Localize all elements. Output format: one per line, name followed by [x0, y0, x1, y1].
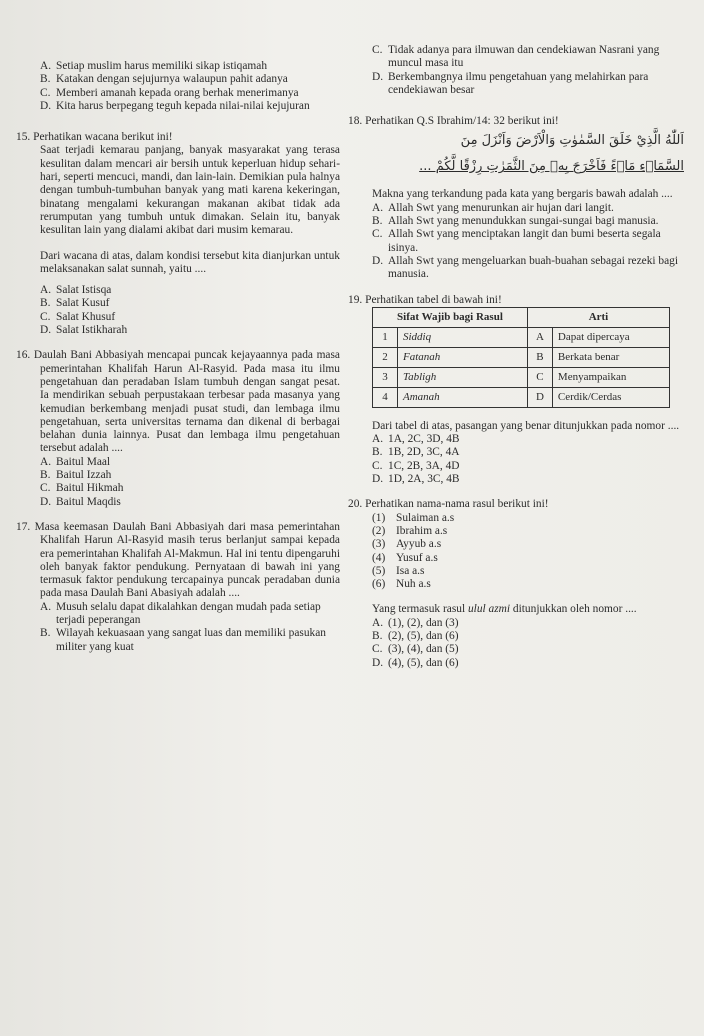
option-letter: A. — [40, 600, 52, 613]
option-text: Allah Swt yang mengeluarkan buah-buahan sebagai rezeki bagi manusia. — [388, 254, 679, 281]
table-cell: Cerdik/Cerdas — [552, 387, 669, 407]
question-text: Dari tabel di atas, pasangan yang benar ditunjukkan pada nomor .... — [372, 419, 680, 432]
question-number: 20. — [348, 498, 363, 511]
option — [40, 297, 340, 310]
option — [40, 311, 340, 324]
option-text: (2), (5), dan (6) — [388, 630, 459, 643]
option-letter: C. — [372, 44, 383, 56]
table-cell: Amanah — [398, 387, 528, 407]
q18-options — [372, 202, 690, 282]
item-text: Yusuf a.s — [396, 551, 438, 564]
question-text: Dari wacana di atas, dalam kondisi tersebut kita dianjurkan untuk melaksanakan salat sunnah, yaitu .... — [40, 249, 340, 275]
question-number: 15. — [16, 131, 31, 144]
table-cell: C — [527, 367, 552, 387]
table-cell: A — [527, 327, 552, 347]
option-text: Baitul Hikmah — [56, 482, 124, 495]
table-row — [373, 327, 670, 347]
option-letter: B. — [372, 630, 383, 643]
item-number: (4) — [372, 551, 386, 564]
option-letter: A. — [372, 433, 384, 446]
option-text: 1D, 2A, 3C, 4B — [388, 473, 460, 486]
question-intro: Perhatikan nama-nama rasul berikut ini! — [365, 498, 549, 511]
arabic-line-underlined: السَّمَاۤءِ مَاۤءً فَاَخْرَجَ بِهٖ مِنَ الثَّمَرٰتِ رِزْقًا لَّكُمْ ... — [419, 159, 684, 175]
sifat-table — [372, 307, 670, 408]
option-letter: C. — [372, 643, 383, 656]
q17-options — [16, 601, 340, 654]
question-text-post: ditunjukkan oleh nomor .... — [510, 603, 637, 616]
option-text: Salat Istisqa — [56, 284, 112, 297]
item-number: (5) — [372, 564, 386, 577]
option-text: Allah Swt yang menundukkan sungai-sungai bagi manusia. — [388, 215, 659, 228]
right-column — [348, 44, 690, 670]
option — [40, 284, 340, 297]
option-letter: A. — [40, 455, 52, 468]
item-text: Sulaiman a.s — [396, 511, 455, 524]
option — [372, 202, 690, 215]
table-cell: D — [527, 387, 552, 407]
arabic-line: اَللّٰهُ الَّذِيْ خَلَقَ السَّمٰوٰتِ وَالْاَرْضَ وَاَنْزَلَ مِنَ — [460, 133, 684, 149]
option — [40, 627, 340, 654]
option — [40, 324, 340, 337]
option — [372, 255, 690, 282]
question-number: 17. — [16, 520, 31, 533]
question-number: 19. — [348, 293, 363, 306]
option-text: Setiap muslim harus memiliki sikap istiqamah — [56, 60, 268, 72]
rasul-name-list — [372, 512, 690, 592]
question-text: Daulah Bani Abbasiyah mencapai puncak kejayaannya pada masa pemerintahan Khalifah Harun Al-Rasyid. Pada masa itu ilmu pengetahuan dan peradaban Islam tumbuh dengan sangat pesat. Ia mendirikan sebuah perpustakaan terbesar pada masanya yang kemudian berkembang menjadi pusat studi, dan lembaga ilmu pengetahuan, serta universitas ternama dan dikenal di berbagai belahan dunia lainnya. Pusat dan lembaga ilmu pengetahuan tersebut adalah .... — [33, 349, 340, 455]
item-text: Isa a.s — [396, 564, 425, 577]
question-number: 18. — [348, 115, 363, 128]
table-cell: Fatanah — [398, 347, 528, 367]
option-letter: D. — [40, 99, 52, 112]
left-column — [16, 60, 340, 654]
option-letter: D. — [372, 656, 384, 669]
option-letter: D. — [372, 254, 384, 267]
option — [372, 228, 690, 255]
option-text: Baitul Maal — [56, 455, 111, 468]
option-text: Salat Khusuf — [56, 310, 116, 323]
option-letter: C. — [372, 459, 383, 472]
item-number: (3) — [372, 538, 386, 551]
option-text: Allah Swt yang menciptakan langit dan bumi beserta segala isinya. — [388, 228, 661, 254]
option — [40, 60, 340, 73]
question-text: Masa keemasan Daulah Bani Abbasiyah dari masa pemerintahan Khalifah Harun Al-Rasyid masih terus berlanjut sampai kepada era pemerintahan Khalifah Al-Makmun. Hal ini tentu dipengaruhi oleh banyak faktor pendukung. Pernyataan di bawah ini yang termasuk faktor pendukung tercapainya puncak peradaban dunia pada masa Daulah Bani Abasiyah adalah .... — [34, 520, 340, 600]
option-text: Berkembangnya ilmu pengetahuan yang melahirkan para cendekiawan besar — [388, 70, 649, 96]
table-cell: Siddiq — [398, 327, 528, 347]
option-letter: A. — [372, 616, 384, 629]
q15-options — [16, 284, 340, 337]
question-intro: Perhatikan tabel di bawah ini! — [365, 293, 502, 306]
question-17 — [16, 521, 340, 654]
option — [372, 433, 690, 446]
option — [372, 617, 690, 630]
question-text: Makna yang terkandung pada kata yang bergaris bawah adalah .... — [372, 188, 673, 201]
option-letter: C. — [40, 482, 51, 495]
item-text: Nuh a.s — [396, 578, 431, 591]
table-cell: B — [527, 347, 552, 367]
option-letter: B. — [40, 297, 51, 310]
option-letter: D. — [40, 495, 52, 508]
q16-options — [16, 456, 340, 509]
question-text-italic: ulul azmi — [467, 603, 511, 616]
option-text: (4), (5), dan (6) — [388, 656, 459, 669]
option-letter: B. — [40, 627, 51, 640]
item-text: Ayyub a.s — [396, 538, 442, 551]
question-19 — [348, 294, 690, 487]
option — [372, 44, 690, 71]
question-passage: Saat terjadi kemarau panjang, banyak masyarakat yang terasa kesulitan dalam mencari air bersih untuk keperluan hidup sehari-hari, seperti mencuci, mandi, dan lain-lain. Demikian pula halnya dengan tumbuh-tumbuhan banyak yang mati karena kekeringan, binatang mengalami kekurangan makanan akibat tidak ada rerumputan yang tumbuh untuk dimakan. Selain itu, banyak kesulitan lain yang dialami akibat dari musim kemarau. — [40, 144, 340, 237]
option — [372, 460, 690, 473]
question-16 — [16, 349, 340, 509]
question-18 — [348, 115, 690, 281]
table-cell: 1 — [373, 327, 398, 347]
option-text: Baitul Maqdis — [56, 495, 121, 508]
list-item — [372, 565, 690, 578]
question-intro: Perhatikan wacana berikut ini! — [33, 131, 173, 144]
option-text: Baitul Izzah — [56, 469, 112, 482]
option — [40, 469, 340, 482]
table-row — [373, 347, 670, 367]
option — [372, 473, 690, 486]
item-number: (6) — [372, 578, 386, 591]
quran-verse — [372, 128, 690, 180]
option-text: (1), (2), dan (3) — [388, 616, 459, 629]
question-text-pre: Yang termasuk rasul — [372, 603, 468, 616]
option-text: Tidak adanya para ilmuwan dan cendekiawan Nasrani yang muncul masa itu — [388, 44, 660, 70]
option-letter: A. — [372, 201, 384, 214]
option-text: Memberi amanah kepada orang berhak menerimanya — [56, 86, 299, 99]
q19-options — [372, 433, 690, 486]
option — [40, 496, 340, 509]
table-cell: Dapat dipercaya — [552, 327, 669, 347]
option — [372, 446, 690, 459]
option-letter: D. — [40, 324, 52, 337]
list-item — [372, 512, 690, 525]
option — [40, 601, 340, 628]
option-letter: D. — [372, 70, 384, 83]
item-number: (2) — [372, 524, 386, 537]
option-text: 1A, 2C, 3D, 4B — [388, 433, 460, 446]
question-20 — [348, 498, 690, 670]
table-row — [373, 387, 670, 407]
option — [40, 87, 340, 100]
q14-options-right — [372, 44, 690, 97]
option — [40, 482, 340, 495]
table-cell: Tabligh — [398, 367, 528, 387]
option — [372, 657, 690, 670]
option-letter: B. — [40, 73, 51, 86]
option-letter: D. — [372, 473, 384, 486]
option-text: Musuh selalu dapat dikalahkan dengan mudah pada setiap terjadi peperangan — [56, 600, 321, 626]
option-letter: B. — [372, 215, 383, 228]
option — [372, 71, 690, 98]
option-letter: C. — [40, 86, 51, 99]
list-item — [372, 578, 690, 591]
option — [40, 100, 340, 113]
option-text: 1B, 2D, 3C, 4A — [388, 446, 460, 459]
list-item — [372, 538, 690, 551]
option-text: 1C, 2B, 3A, 4D — [388, 459, 460, 472]
table-cell: 2 — [373, 347, 398, 367]
question-intro: Perhatikan Q.S Ibrahim/14: 32 berikut ini! — [365, 115, 559, 128]
option-letter: B. — [40, 469, 51, 482]
option — [40, 73, 340, 86]
table-header: Arti — [527, 307, 669, 327]
item-number: (1) — [372, 511, 386, 524]
list-item — [372, 525, 690, 538]
q14-options-left — [40, 60, 340, 113]
item-text: Ibrahim a.s — [396, 524, 448, 537]
table-cell: Berkata benar — [552, 347, 669, 367]
table-cell: 3 — [373, 367, 398, 387]
list-item — [372, 552, 690, 565]
option — [40, 456, 340, 469]
option-letter: A. — [40, 284, 52, 297]
option-letter: C. — [372, 228, 383, 241]
option-text: Salat Kusuf — [56, 297, 110, 310]
q20-options — [372, 617, 690, 670]
option-text: Wilayah kekuasaan yang sangat luas dan memiliki pasukan militer yang kuat — [56, 627, 326, 653]
option — [372, 215, 690, 228]
table-cell: Menyampaikan — [552, 367, 669, 387]
option-text: Allah Swt yang menurunkan air hujan dari langit. — [388, 201, 614, 214]
question-number: 16. — [16, 349, 31, 362]
option-letter: A. — [40, 60, 52, 72]
option — [372, 630, 690, 643]
option-text: (3), (4), dan (5) — [388, 643, 459, 656]
option — [372, 643, 690, 656]
question-15 — [16, 131, 340, 337]
option-letter: C. — [40, 310, 51, 323]
option-text: Salat Istikharah — [56, 324, 128, 337]
option-text: Kita harus berpegang teguh kepada nilai-nilai kejujuran — [56, 99, 310, 112]
option-text: Katakan dengan sejujurnya walaupun pahit adanya — [56, 73, 288, 86]
option-letter: B. — [372, 446, 383, 459]
question-text — [372, 603, 690, 616]
table-cell: 4 — [373, 387, 398, 407]
table-header: Sifat Wajib bagi Rasul — [373, 307, 528, 327]
table-row — [373, 367, 670, 387]
